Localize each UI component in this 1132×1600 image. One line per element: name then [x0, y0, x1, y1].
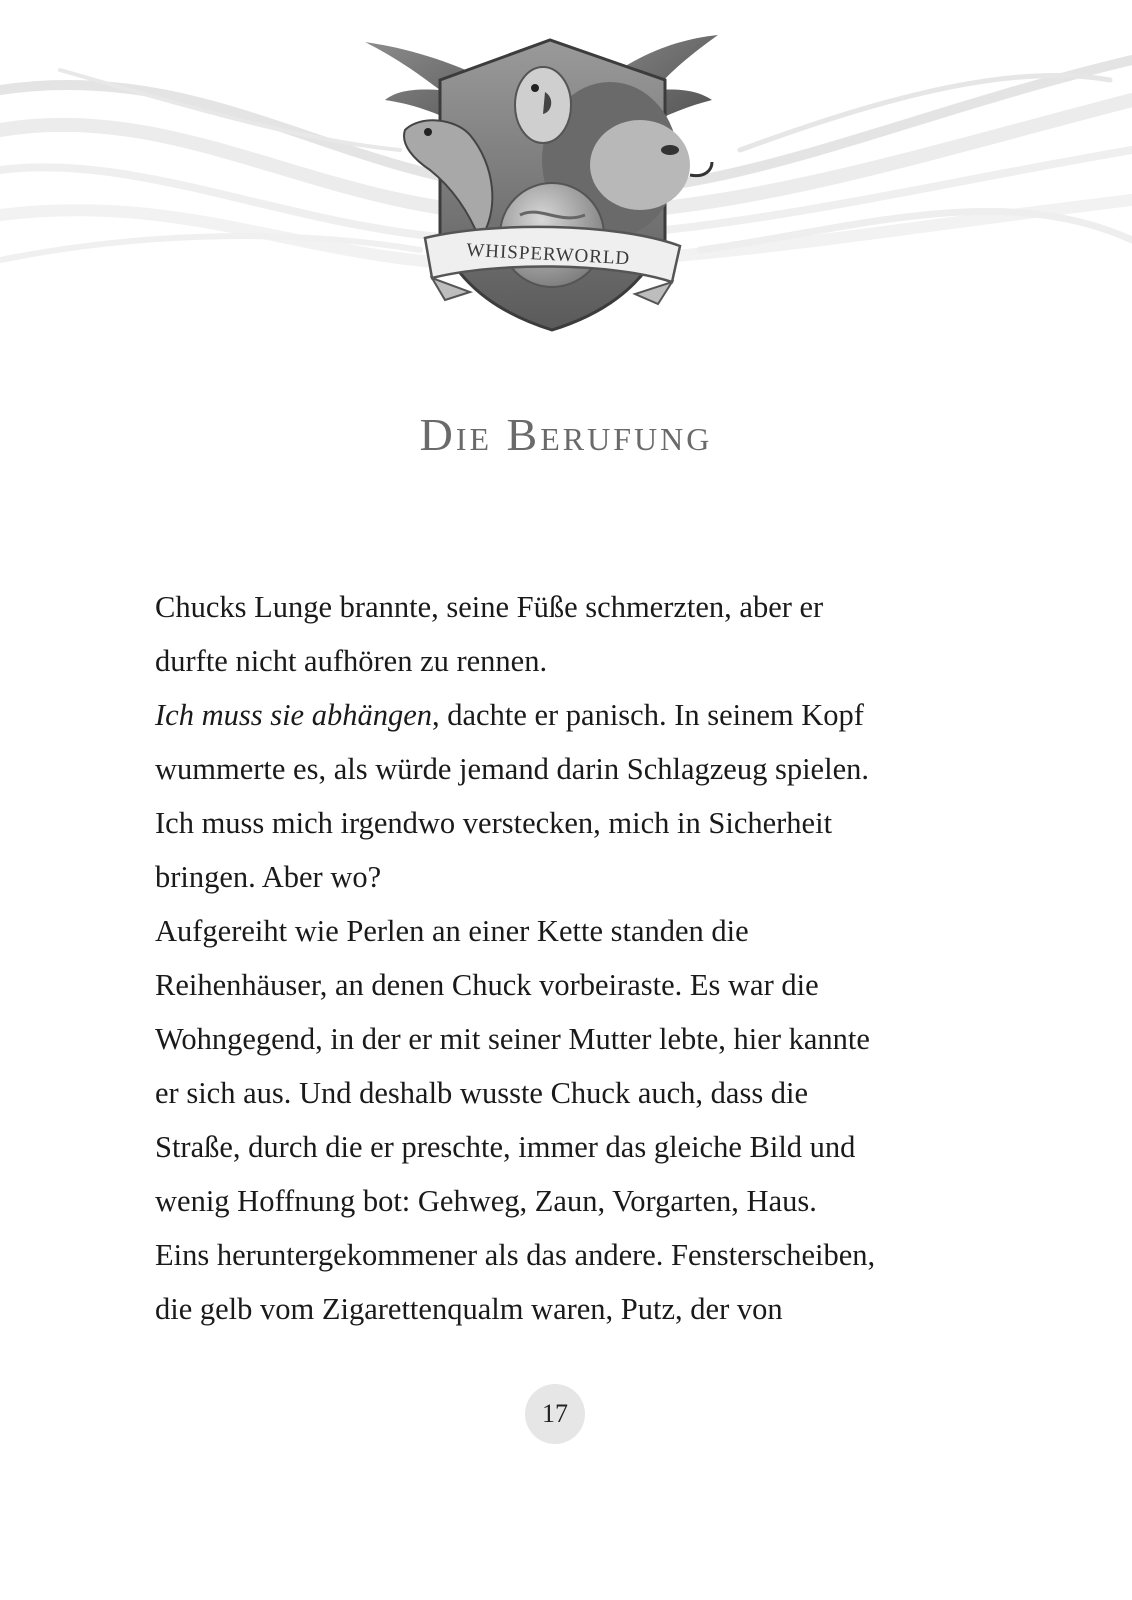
body-line: Aufgereiht wie Perlen an einer Kette standen die	[155, 914, 749, 948]
body-line: wenig Hoffnung bot: Gehweg, Zaun, Vorgarten, Haus.	[155, 1184, 817, 1218]
body-line: Eins heruntergekommener als das andere. Fensterscheiben,	[155, 1238, 876, 1272]
chapter-title: Die Berufung	[419, 409, 713, 460]
body-line: Chucks Lunge brannte, seine Füße schmerzten, aber er	[155, 590, 824, 624]
body-line: Ich muss mich irgendwo verstecken, mich in Sicherheit	[155, 806, 833, 840]
body-line: er sich aus. Und deshalb wusste Chuck auch, dass die	[155, 1076, 809, 1110]
body-line	[155, 688, 975, 742]
body-line: Reihenhäuser, an denen Chuck vorbeiraste. Es war die	[155, 968, 819, 1002]
body-line: Wohngegend, in der er mit seiner Mutter lebte, hier kannte	[155, 1022, 870, 1056]
header-illustration	[0, 0, 1132, 360]
page-number: 17	[525, 1384, 585, 1444]
body-line: durfte nicht aufhören zu rennen.	[155, 644, 548, 678]
body-line-rest: , dachte er panisch. In seinem Kopf	[432, 698, 864, 732]
parrot	[515, 67, 571, 143]
whisperworld-emblem	[365, 35, 718, 330]
body-italic-thought: Ich muss sie abhängen	[155, 698, 433, 732]
body-line: die gelb vom Zigarettenqualm waren, Putz, der von	[155, 1292, 783, 1326]
body-line: wummerte es, als würde jemand darin Schlagzeug spielen.	[155, 752, 869, 786]
emblem-label: WHISPERWORLD	[465, 239, 631, 270]
body-line: bringen. Aber wo?	[155, 860, 382, 894]
chapter-body	[155, 580, 975, 1336]
body-line: Straße, durch die er preschte, immer das gleiche Bild und	[155, 1130, 856, 1164]
